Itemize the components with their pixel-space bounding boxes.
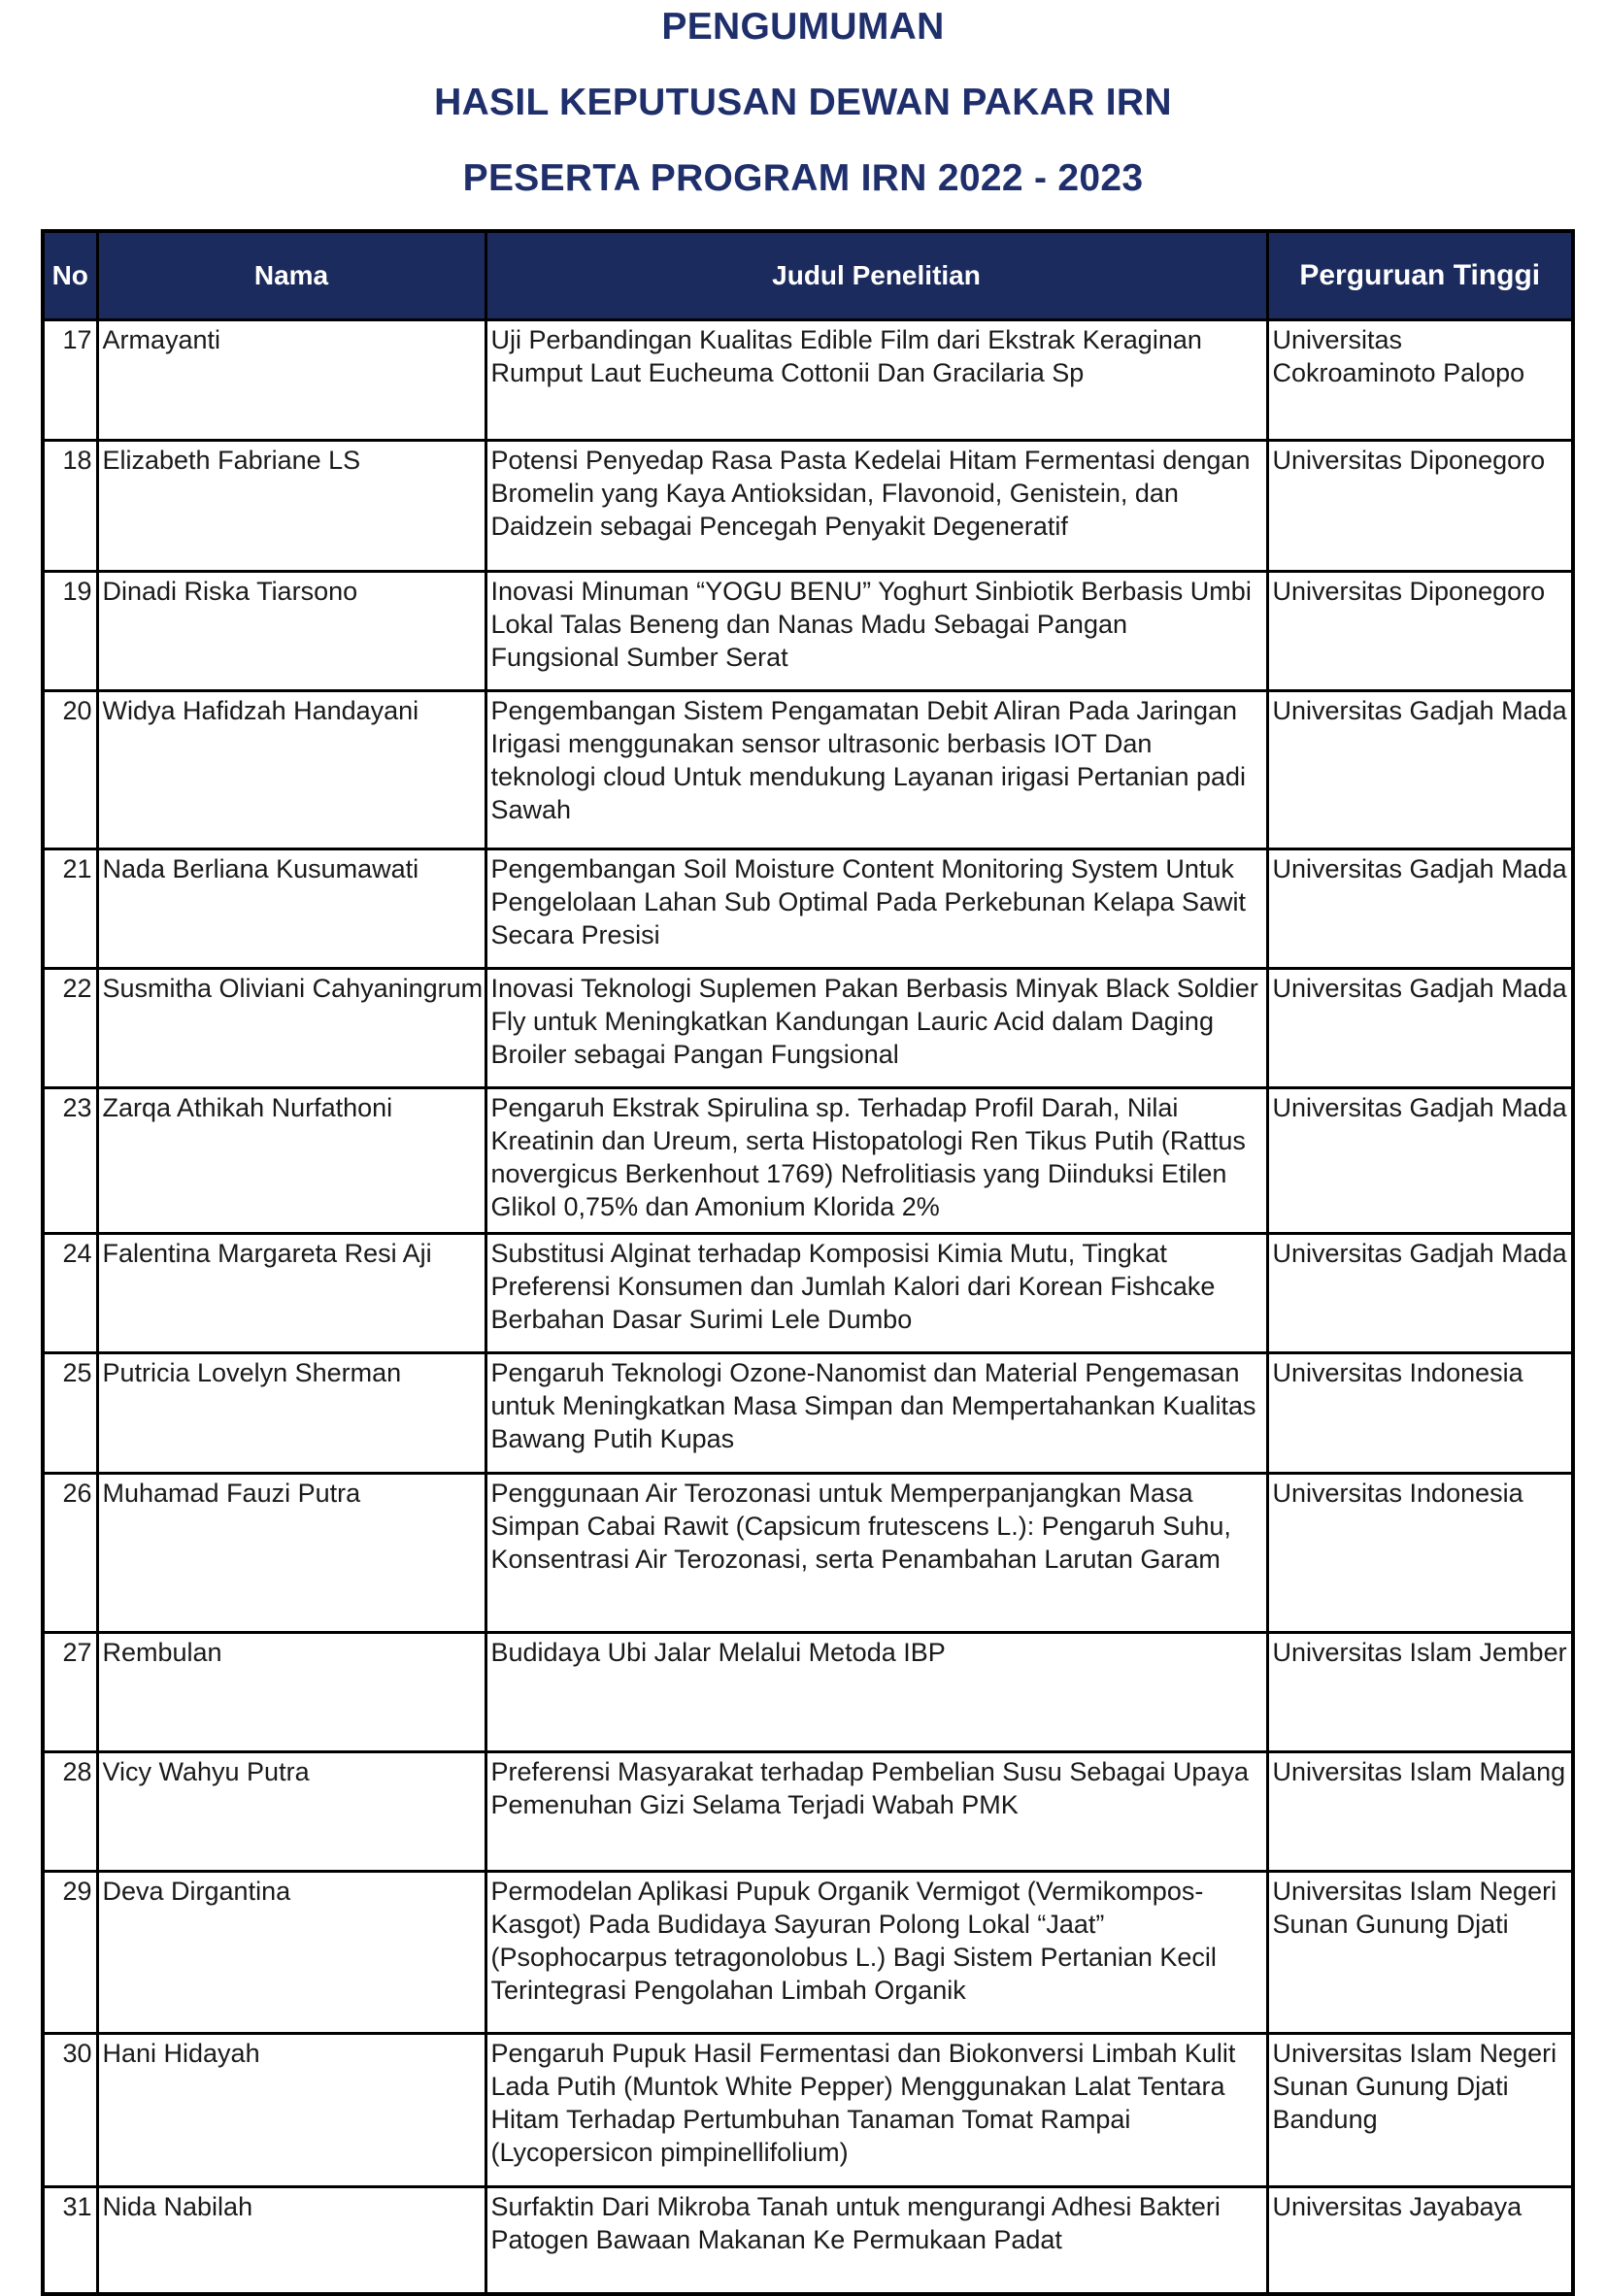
cell-no: 31 — [43, 2187, 97, 2294]
cell-perguruan-tinggi: Universitas Islam Malang — [1267, 1752, 1573, 1872]
table-row — [43, 2187, 1573, 2294]
cell-judul: Pengaruh Ekstrak Spirulina sp. Terhadap Profil Darah, Nilai Kreatinin dan Ureum, serta Histopatologi Ren Tikus Putih (Rattus novergicus Berkenhout 1769) Nefrolitiasis yang Diinduksi Etilen Glikol 0,75% dan Amonium Klorida 2% — [485, 1088, 1267, 1234]
cell-nama: Putricia Lovelyn Sherman — [97, 1353, 485, 1474]
table-row — [43, 441, 1573, 572]
cell-judul: Uji Perbandingan Kualitas Edible Film dari Ekstrak Keraginan Rumput Laut Eucheuma Cottonii Dan Gracilaria Sp — [485, 320, 1267, 441]
table-row — [43, 1752, 1573, 1872]
table-row — [43, 849, 1573, 969]
column-header-judul: Judul Penelitian — [485, 231, 1267, 320]
cell-nama: Vicy Wahyu Putra — [97, 1752, 485, 1872]
cell-nama: Susmitha Oliviani Cahyaningrum — [97, 969, 485, 1088]
cell-judul: Penggunaan Air Terozonasi untuk Memperpanjangkan Masa Simpan Cabai Rawit (Capsicum frutescens L.): Pengaruh Suhu, Konsentrasi Air Terozonasi, serta Penambahan Larutan Garam — [485, 1474, 1267, 1633]
cell-judul: Budidaya Ubi Jalar Melalui Metoda IBP — [485, 1633, 1267, 1752]
cell-judul: Surfaktin Dari Mikroba Tanah untuk mengurangi Adhesi Bakteri Patogen Bawaan Makanan Ke Permukaan Padat — [485, 2187, 1267, 2294]
cell-nama: Nida Nabilah — [97, 2187, 485, 2294]
cell-judul: Potensi Penyedap Rasa Pasta Kedelai Hitam Fermentasi dengan Bromelin yang Kaya Antioksidan, Flavonoid, Genistein, dan Daidzein sebagai Pencegah Penyakit Degeneratif — [485, 441, 1267, 572]
cell-perguruan-tinggi: Universitas Gadjah Mada — [1267, 1088, 1573, 1234]
table-row — [43, 1872, 1573, 2034]
cell-nama: Falentina Margareta Resi Aji — [97, 1234, 485, 1353]
cell-perguruan-tinggi: Universitas Islam Jember — [1267, 1633, 1573, 1752]
cell-judul: Substitusi Alginat terhadap Komposisi Kimia Mutu, Tingkat Preferensi Konsumen dan Jumlah Kalori dari Korean Fishcake Berbahan Dasar Surimi Lele Dumbo — [485, 1234, 1267, 1353]
cell-judul: Pengaruh Pupuk Hasil Fermentasi dan Biokonversi Limbah Kulit Lada Putih (Muntok White Pepper) Menggunakan Lalat Tentara Hitam Terhadap Pertumbuhan Tanaman Tomat Rampai (Lycopersicon pimpinellifolium) — [485, 2034, 1267, 2187]
cell-judul: Pengaruh Teknologi Ozone-Nanomist dan Material Pengemasan untuk Meningkatkan Masa Simpan dan Mempertahankan Kualitas Bawang Putih Kupas — [485, 1353, 1267, 1474]
cell-no: 23 — [43, 1088, 97, 1234]
cell-no: 19 — [43, 572, 97, 691]
cell-no: 26 — [43, 1474, 97, 1633]
cell-perguruan-tinggi: Universitas Islam Negeri Sunan Gunung Djati — [1267, 1872, 1573, 2034]
cell-no: 21 — [43, 849, 97, 969]
table-header-row — [43, 231, 1573, 320]
column-header-nama: Nama — [97, 231, 485, 320]
cell-perguruan-tinggi: Universitas Gadjah Mada — [1267, 691, 1573, 849]
title-program: PESERTA PROGRAM IRN 2022 - 2023 — [462, 157, 1144, 199]
cell-nama: Rembulan — [97, 1633, 485, 1752]
title-decision: HASIL KEPUTUSAN DEWAN PAKAR IRN — [434, 82, 1172, 123]
cell-nama: Zarqa Athikah Nurfathoni — [97, 1088, 485, 1234]
cell-perguruan-tinggi: Universitas Diponegoro — [1267, 441, 1573, 572]
cell-nama: Muhamad Fauzi Putra — [97, 1474, 485, 1633]
cell-no: 27 — [43, 1633, 97, 1752]
cell-no: 20 — [43, 691, 97, 849]
cell-nama: Elizabeth Fabriane LS — [97, 441, 485, 572]
cell-perguruan-tinggi: Universitas Indonesia — [1267, 1474, 1573, 1633]
cell-judul: Permodelan Aplikasi Pupuk Organik Vermigot (Vermikompos-Kasgot) Pada Budidaya Sayuran Polong Lokal “Jaat” (Psophocarpus tetragonolobus L.) Bagi Sistem Pertanian Kecil Terintegrasi Pengolahan Limbah Organik — [485, 1872, 1267, 2034]
table-row — [43, 1088, 1573, 1234]
cell-nama: Armayanti — [97, 320, 485, 441]
cell-no: 29 — [43, 1872, 97, 2034]
cell-nama: Widya Hafidzah Handayani — [97, 691, 485, 849]
cell-no: 17 — [43, 320, 97, 441]
cell-nama: Dinadi Riska Tiarsono — [97, 572, 485, 691]
table-row — [43, 2034, 1573, 2187]
cell-nama: Deva Dirgantina — [97, 1872, 485, 2034]
cell-no: 28 — [43, 1752, 97, 1872]
cell-no: 24 — [43, 1234, 97, 1353]
table-row — [43, 1353, 1573, 1474]
cell-perguruan-tinggi: Universitas Gadjah Mada — [1267, 969, 1573, 1088]
cell-no: 22 — [43, 969, 97, 1088]
cell-judul: Inovasi Minuman “YOGU BENU” Yoghurt Sinbiotik Berbasis Umbi Lokal Talas Beneng dan Nanas Madu Sebagai Pangan Fungsional Sumber Serat — [485, 572, 1267, 691]
table-row — [43, 320, 1573, 441]
cell-perguruan-tinggi: Universitas Islam Negeri Sunan Gunung Djati Bandung — [1267, 2034, 1573, 2187]
column-header-perguruan-tinggi: Perguruan Tinggi — [1267, 231, 1573, 320]
cell-no: 18 — [43, 441, 97, 572]
title-announcement: PENGUMUMAN — [661, 6, 945, 48]
cell-no: 30 — [43, 2034, 97, 2187]
cell-perguruan-tinggi: Universitas Diponegoro — [1267, 572, 1573, 691]
cell-judul: Preferensi Masyarakat terhadap Pembelian Susu Sebagai Upaya Pemenuhan Gizi Selama Terjadi Wabah PMK — [485, 1752, 1267, 1872]
column-header-no: No — [43, 231, 97, 320]
cell-perguruan-tinggi: Universitas Cokroaminoto Palopo — [1267, 320, 1573, 441]
cell-perguruan-tinggi: Universitas Gadjah Mada — [1267, 1234, 1573, 1353]
cell-nama: Nada Berliana Kusumawati — [97, 849, 485, 969]
participants-table — [41, 229, 1575, 2296]
table-row — [43, 1474, 1573, 1633]
table-row — [43, 969, 1573, 1088]
table-row — [43, 1234, 1573, 1353]
cell-perguruan-tinggi: Universitas Jayabaya — [1267, 2187, 1573, 2294]
cell-nama: Hani Hidayah — [97, 2034, 485, 2187]
cell-no: 25 — [43, 1353, 97, 1474]
cell-perguruan-tinggi: Universitas Gadjah Mada — [1267, 849, 1573, 969]
cell-perguruan-tinggi: Universitas Indonesia — [1267, 1353, 1573, 1474]
table-row — [43, 691, 1573, 849]
cell-judul: Pengembangan Soil Moisture Content Monitoring System Untuk Pengelolaan Lahan Sub Optimal Pada Perkebunan Kelapa Sawit Secara Presisi — [485, 849, 1267, 969]
cell-judul: Pengembangan Sistem Pengamatan Debit Aliran Pada Jaringan Irigasi menggunakan sensor ultrasonic berbasis IOT Dan teknologi cloud Untuk mendukung Layanan irigasi Pertanian padi Sawah — [485, 691, 1267, 849]
table-row — [43, 1633, 1573, 1752]
cell-judul: Inovasi Teknologi Suplemen Pakan Berbasis Minyak Black Soldier Fly untuk Meningkatkan Kandungan Lauric Acid dalam Daging Broiler sebagai Pangan Fungsional — [485, 969, 1267, 1088]
table-row — [43, 572, 1573, 691]
